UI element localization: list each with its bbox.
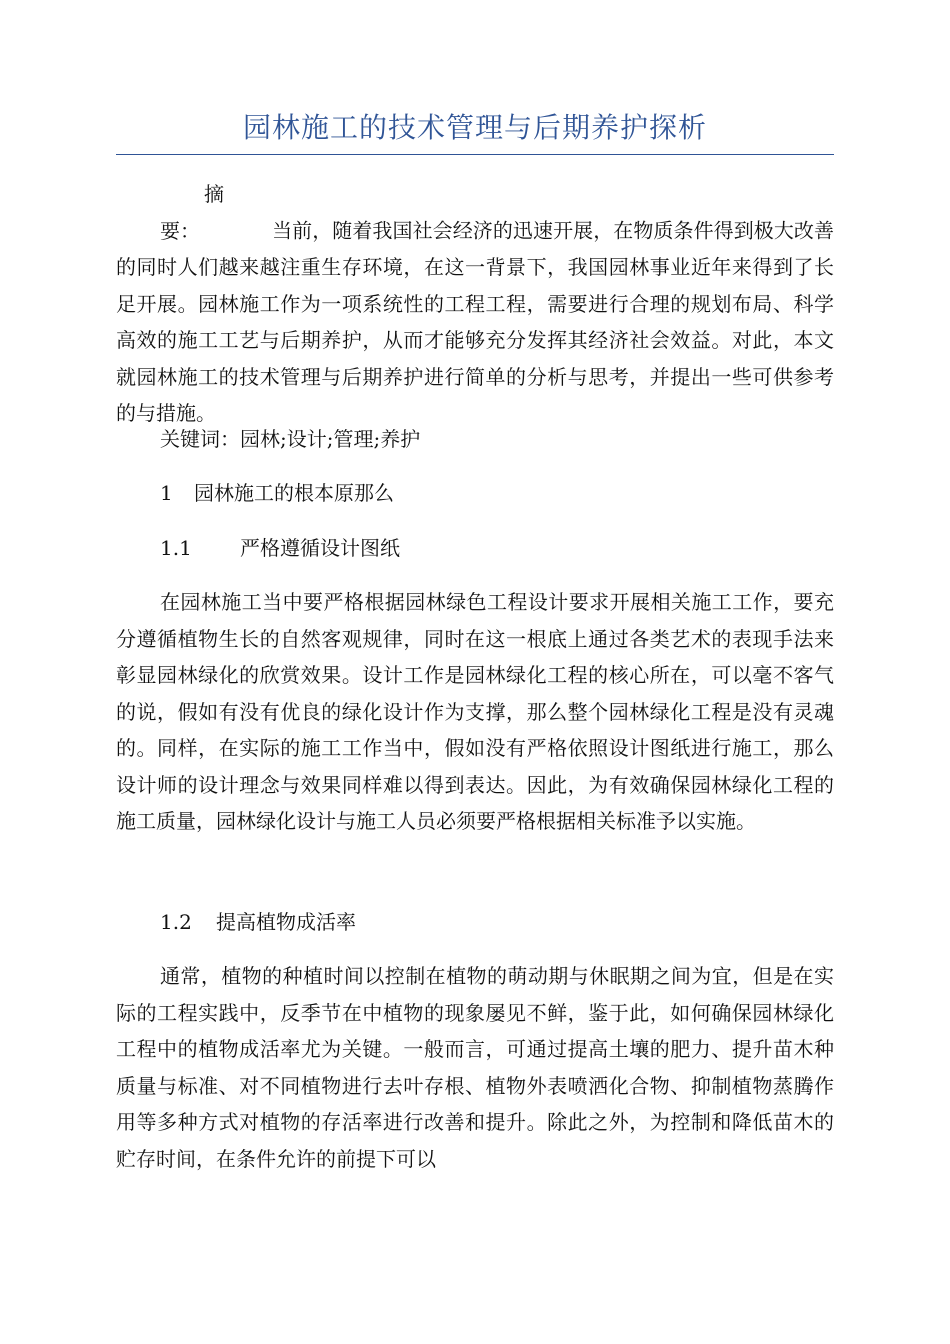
title-underline [116,154,834,155]
section-1-1-heading [160,530,834,566]
section-1-title: 园林施工的根本原那么 [194,481,394,505]
section-1-2-title: 提高植物成活率 [216,910,356,934]
section-1-1-body: 在园林施工当中要严格根据园林绿色工程设计要求开展相关施工工作，要充分遵循植物生长的自然客观规律，同时在这一根底上通过各类艺术的表现手法来彰显园林绿化的欣赏效果。设计工作是园林绿化工程的核心所在，可以毫不客气的说，假如有没有优良的绿化设计作为支撑，那么整个园林绿化工程是没有灵魂的。同样，在实际的施工工作当中，假如没有严格依照设计图纸进行施工，那么设计师的设计理念与效果同样难以得到表达。因此，为有效确保园林绿化工程的施工质量，园林绿化设计与施工人员必须要严格根据相关标准予以实施。 [116,590,834,833]
document-title: 园林施工的技术管理与后期养护探析 [242,111,707,144]
abstract-label-a: 摘 [204,182,226,206]
section-1-2-number: 1.2 [160,910,192,934]
keywords: 关键词：园林;设计;管理;养护 [160,427,421,451]
abstract-paragraph [116,176,834,432]
section-1-heading [160,475,834,511]
section-1-number: 1 [160,481,173,505]
abstract-label-b: 要： [160,218,200,243]
section-1-2-body: 通常，植物的种植时间以控制在植物的萌动期与休眠期之间为宜，但是在实际的工程实践中，反季节在中植物的现象屡见不鲜，鉴于此，如何确保园林绿化工程中的植物成活率尤为关键。一般而言，可通过提高土壤的肥力、提升苗木种质量与标准、对不同植物进行去叶存根、植物外表喷洒化合物、抑制植物蒸腾作用等多种方式对植物的存活率进行改善和提升。除此之外，为控制和降低苗木的贮存时间，在条件允许的前提下可以 [116,964,834,1171]
section-1-1-title: 严格遵循设计图纸 [240,536,400,560]
section-1-2-heading [160,904,834,940]
abstract-text: 当前，随着我国社会经济的迅速开展，在物质条件得到极大改善的同时人们越来越注重生存环境，在这一背景下，我国园林事业近年来得到了长足开展。园林施工作为一项系统性的工程工程，需要进行合理的规划布局、科学高效的施工工艺与后期养护，从而才能够充分发挥其经济社会效益。对此，本文就园林施工的技术管理与后期养护进行简单的分析与思考，并提出一些可供参考的与措施。 [116,218,834,425]
section-1-1-number: 1.1 [160,536,192,560]
abstract-label [160,176,272,249]
